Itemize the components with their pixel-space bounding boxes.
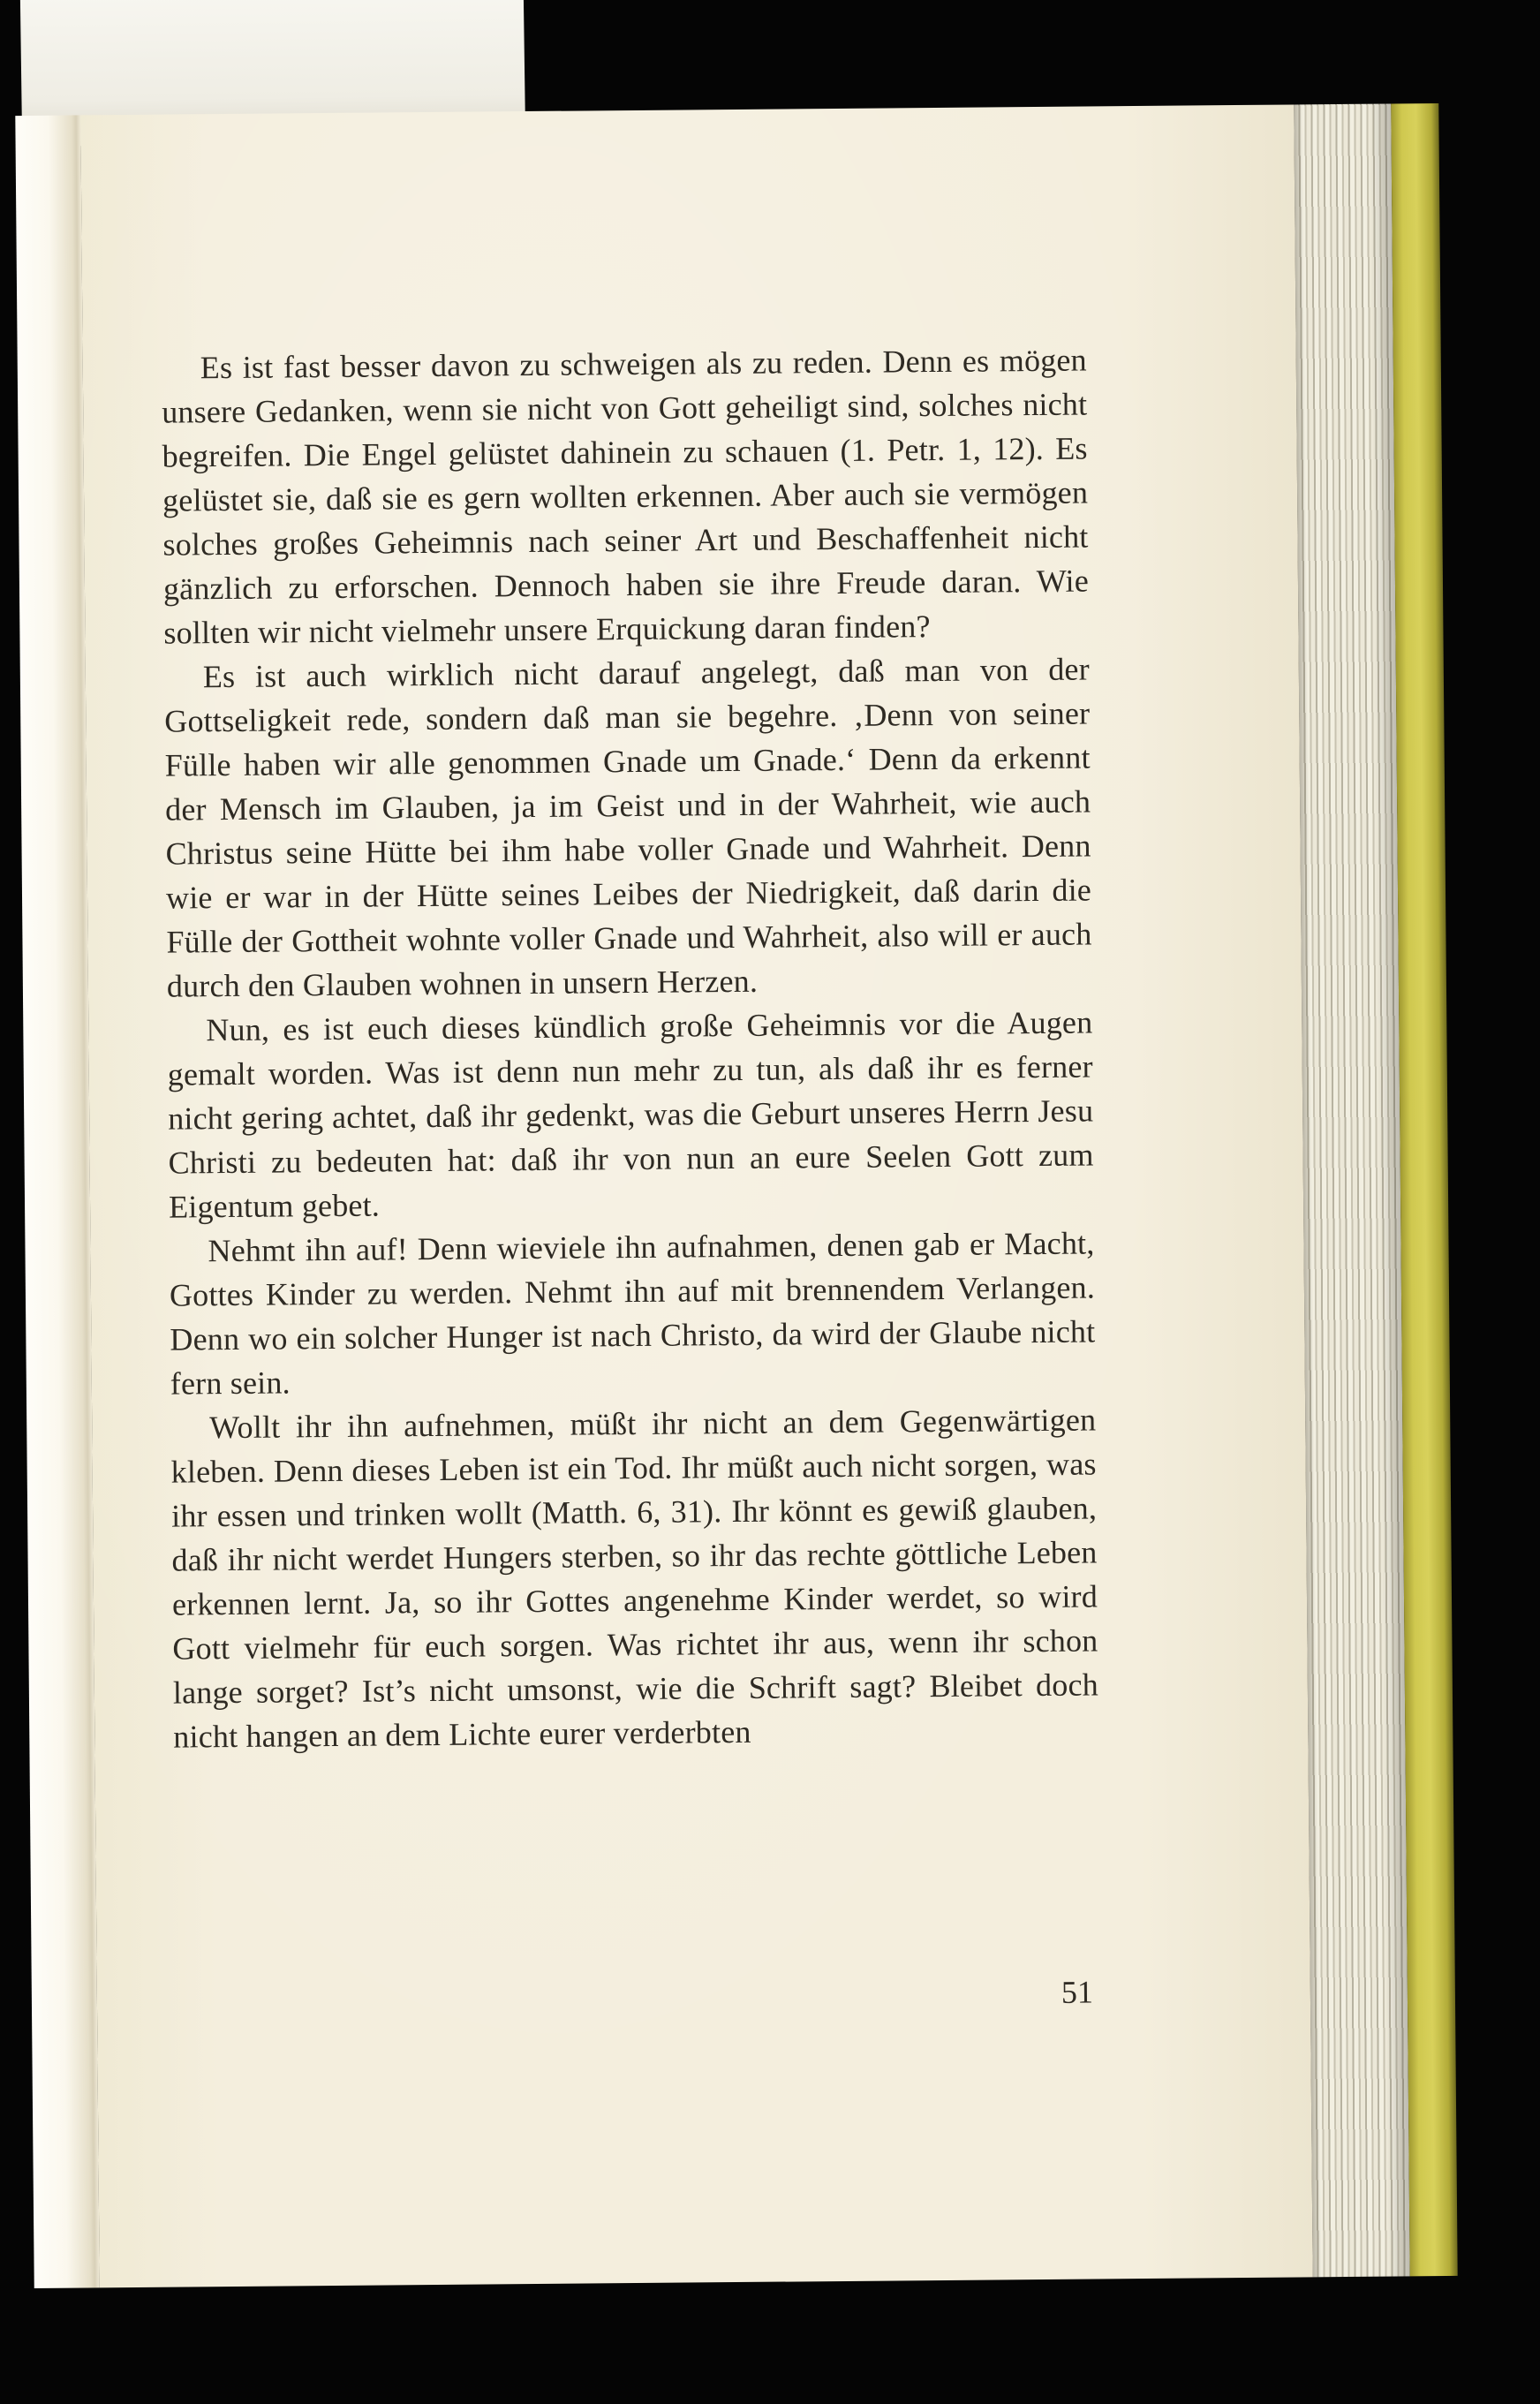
paragraph: Es ist fast besser davon zu schweigen als zu reden. Denn es mögen unsere Gedanken, wenn sie nicht von Gott geheiligt sind, solches nicht begreifen. Die Engel gelüstet dahinein zu schauen (1. Petr. 1, 12). Es gelüstet sie, daß sie es gern wollten erkennen. Aber auch sie vermögen solches großes Geheimnis nach seiner Art und Beschaffenheit nicht gänzlich zu erforschen. Dennoch haben sie ihre Freude daran. Wie sollten wir nicht vielmehr unsere Erquickung daran finden? <box>162 342 1090 651</box>
page-edge-stack <box>1294 103 1409 2277</box>
book-page <box>15 103 1457 2288</box>
paragraph: Es ist auch wirklich nicht darauf angelegt, daß man von der Gottseligkeit rede, sondern daß man sie begehre. ‚Denn von seiner Fülle haben wir alle genommen Gnade um Gnade.‘ Denn da erkennt der Mensch im Glauben, ja im Geist und in der Wahrheit, wie auch Christus seine Hütte bei ihm habe voller Gnade und Wahrheit. Denn wie er war in der Hütte seines Leibes der Niedrigkeit, daß darin die Fülle der Gottheit wohnte voller Gnade und Wahrheit, also will er auch durch den Glauben wohnen in unsern Herzen. <box>164 651 1092 1004</box>
paragraph: Nehmt ihn auf! Denn wieviele ihn aufnahmen, denen gab er Macht, Gottes Kinder zu werden. Nehmt ihn auf mit brennendem Verlangen. Denn wo ein solcher Hunger ist nach Christo, da wird der Glaube nicht fern sein. <box>169 1225 1096 1402</box>
page-number: 51 <box>1061 1974 1094 2010</box>
paragraph: Wollt ihr ihn aufnehmen, müßt ihr nicht an dem Gegenwärtigen kleben. Denn dieses Leben ist ein Tod. Ihr müßt auch nicht sorgen, was ihr essen und trinken wollt (Matth. 6, 31). Ihr könnt es gewiß glauben, daß ihr nicht werdet Hungers sterben, so ihr das rechte göttliche Leben erkennen lernt. Ja, so ihr Gottes angenehme Kinder werdet, so wird Gott vielmehr für euch sorgen. Was richtet ihr aus, wenn ihr schon lange sorget? Ist’s nicht umsonst, wie die Schrift sagt? Bleibet doch nicht hangen an dem Lichte eurer verderbten <box>170 1402 1099 1755</box>
page-surface <box>80 104 1312 2287</box>
page-text <box>162 338 1099 1759</box>
paragraph: Nun, es ist euch dieses kündlich große Geheimnis vor die Augen gemalt worden. Was ist denn nun mehr zu tun, als daß ihr es ferner nicht gering achtet, daß ihr gedenkt, was die Geburt unseres Herrn Jesu Christi zu bedeuten hat: daß ihr von nun an eure Seelen Gott zum Eigentum gebet. <box>167 1004 1094 1225</box>
